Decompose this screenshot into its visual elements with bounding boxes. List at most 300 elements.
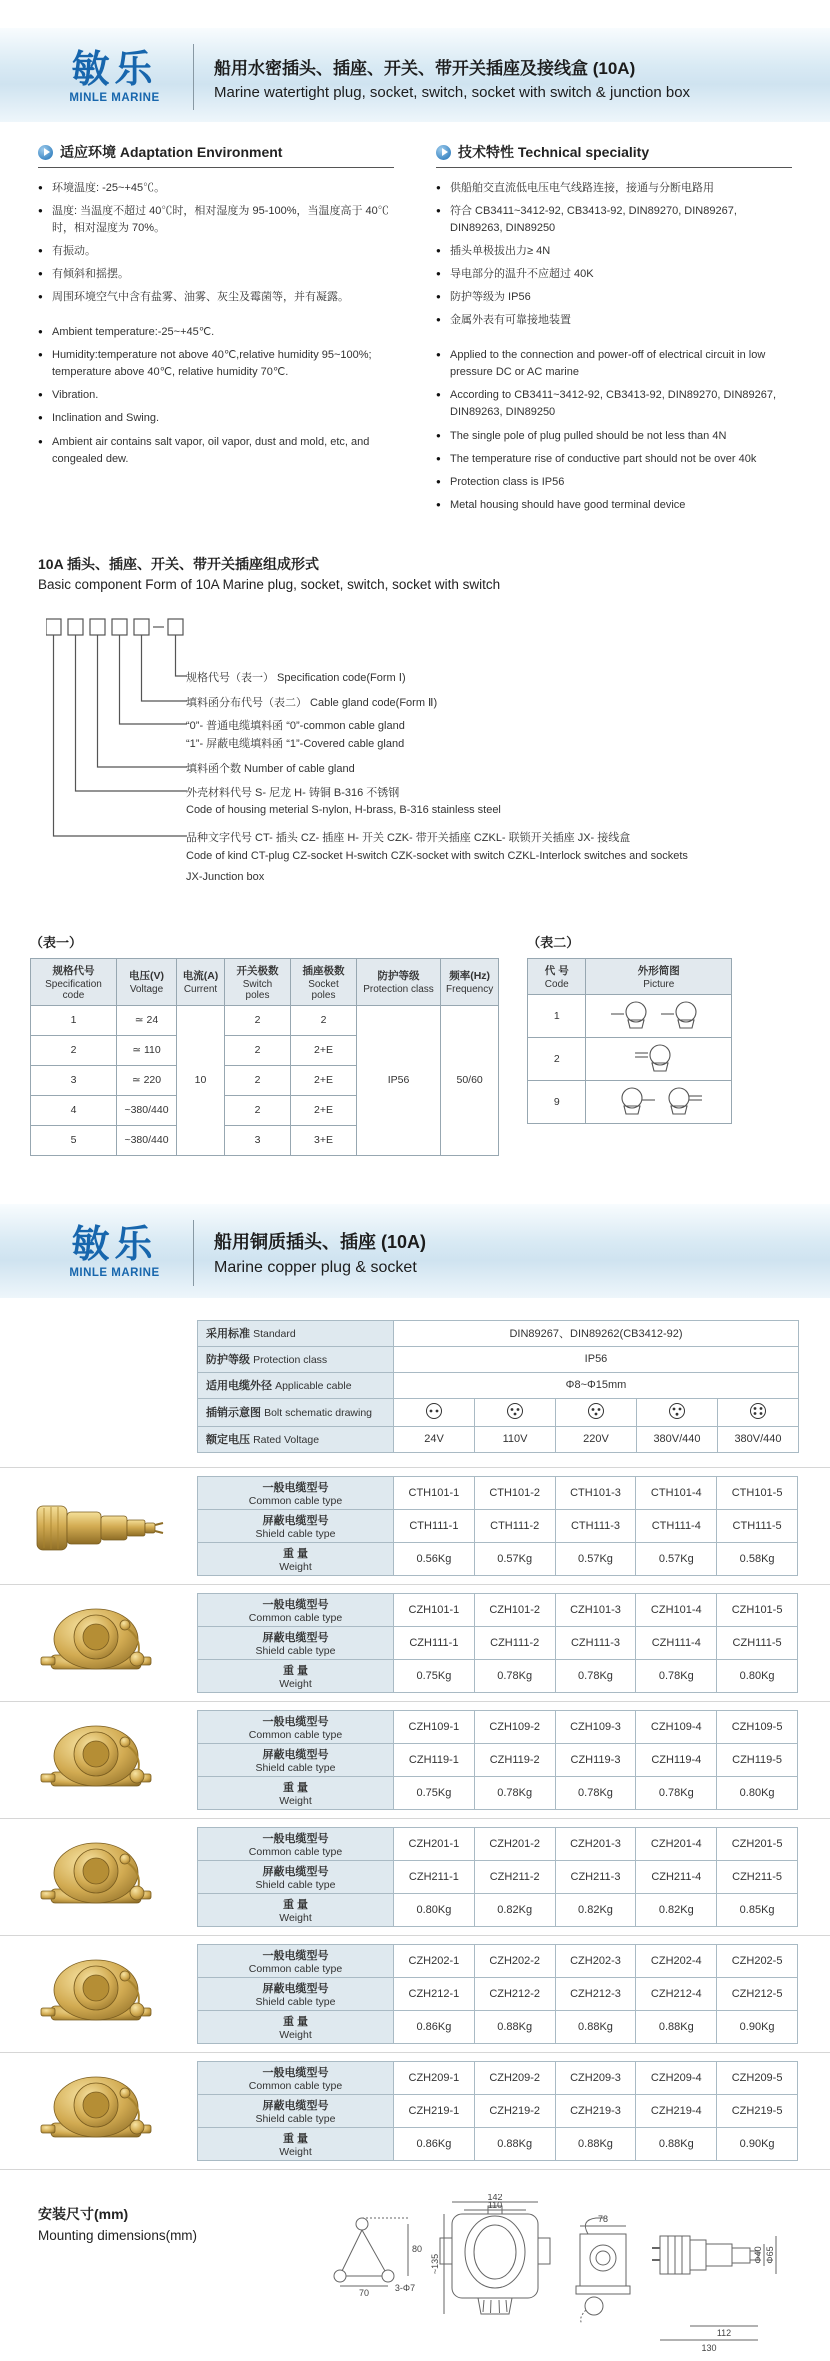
row-label-en: Weight <box>279 2028 312 2041</box>
section-title: 适应环境 Adaptation Environment <box>60 144 283 160</box>
weight-cell: 0.78Kg <box>555 1776 636 1809</box>
model-cell: CZH119-3 <box>555 1743 636 1776</box>
model-cell: CTH111-5 <box>717 1509 798 1542</box>
bullet-item: ● Inclination and Swing. <box>38 410 394 427</box>
dim-label: 3-Φ7 <box>394 2282 416 2293</box>
dim-label: 110 <box>487 2199 503 2210</box>
model-cell: CZH201-3 <box>555 1827 636 1860</box>
form1-wrap <box>30 932 499 1156</box>
row-label-en: Shield cable type <box>255 1995 336 2008</box>
component-form-section <box>0 554 830 906</box>
socket-photo <box>31 1831 166 1923</box>
page-title-cn: 船用水密插头、插座、开关、带开关插座及接线盒 (10A) <box>214 58 636 78</box>
code-label: 填料函分布代号（表二） Cable gland code(Form Ⅱ) <box>186 696 438 709</box>
socket-poles-cell: 2 <box>291 1005 357 1035</box>
spec-code-cell: 4 <box>31 1095 117 1125</box>
bullet-item: ● 金属外表有可靠接地装置 <box>436 312 792 329</box>
component-form-title-cn: 10A 插头、插座、开关、带开关插座组成形式 <box>38 555 320 572</box>
model-cell: CZH211-3 <box>555 1860 636 1893</box>
bullet-item: ● 插头单极拔出力≥ 4N <box>436 243 792 260</box>
table-row <box>198 2061 798 2094</box>
weight-cell: 0.88Kg <box>474 2010 555 2043</box>
table-row <box>198 1542 798 1575</box>
product-row <box>0 2053 830 2170</box>
header-band-2 <box>0 1204 830 1298</box>
model-cell: CZH202-1 <box>394 1944 475 1977</box>
row-label-en: Weight <box>279 1560 312 1573</box>
table-row <box>198 1659 798 1692</box>
voltage-cell: ~380/440 <box>117 1125 177 1155</box>
form-tables <box>0 932 830 1156</box>
col-header: 代 号 <box>544 964 569 977</box>
model-cell: CZH101-5 <box>717 1593 798 1626</box>
brand-logo <box>52 1226 177 1279</box>
spec-value: IP56 <box>394 1346 799 1372</box>
model-cell: CZH211-1 <box>394 1860 475 1893</box>
code-label: Code of kind CT-plug CZ-socket H-switch CZK-socket with switch CZKL-Interlock switches and sockets <box>186 849 688 862</box>
voltage-cell: ≃ 110 <box>117 1035 177 1065</box>
model-cell: CZH111-2 <box>474 1626 555 1659</box>
mounting-drawing <box>212 2194 792 2356</box>
spec-label-cn: 适用电缆外径 <box>206 1380 272 1393</box>
weight-cell: 0.75Kg <box>394 1659 475 1692</box>
section2-title-cn: 船用铜质插头、插座 (10A) <box>214 1232 427 1253</box>
product-row <box>0 1819 830 1936</box>
header-divider <box>193 1220 194 1286</box>
gland-code-cell: 9 <box>528 1080 586 1123</box>
logo-cn-text: 敏乐 <box>71 48 158 91</box>
bullet-item: ● 温度: 当温度不超过 40℃时，相对湿度为 95-100%，当温度高于 40℃时，相对湿度为 70%。 <box>38 203 394 237</box>
row-label-cn: 重 量 <box>282 2132 309 2145</box>
model-cell: CZH211-2 <box>474 1860 555 1893</box>
row-label-en: Shield cable type <box>255 1644 336 1657</box>
table-row <box>198 1977 798 2010</box>
model-cell: CZH111-1 <box>394 1626 475 1659</box>
row-label-cn: 一般电缆型号 <box>262 2066 329 2079</box>
product-row <box>0 1936 830 2053</box>
weight-cell: 0.78Kg <box>555 1659 636 1692</box>
play-icon <box>436 145 451 160</box>
col-header: 插座极数 <box>302 964 345 977</box>
row-label-en: Weight <box>279 1911 312 1924</box>
adaptation-bullets-cn <box>38 180 394 306</box>
technical-bullets-en <box>436 347 792 513</box>
model-cell: CZH109-1 <box>394 1710 475 1743</box>
product-table <box>197 1593 798 1693</box>
table-row <box>198 1626 798 1659</box>
row-label-en: Weight <box>279 2145 312 2158</box>
plug-photo <box>31 1480 166 1572</box>
mounting-dimensions-section <box>0 2180 830 2361</box>
model-cell: CTH101-1 <box>394 1476 475 1509</box>
bullet-item: ● Protection class is IP56 <box>436 474 792 491</box>
socket-poles-cell: 2+E <box>291 1095 357 1125</box>
mounting-title-en: Mounting dimensions(mm) <box>38 2227 198 2243</box>
product-photo <box>0 1948 197 2040</box>
logo-en-text: MINLE MARINE <box>69 91 160 104</box>
pin-diagram-icon <box>668 1402 686 1420</box>
model-cell: CTH111-3 <box>555 1509 636 1542</box>
bullet-item: ● Ambient air contains salt vapor, oil vapor, dust and mold, etc, and congealed dew. <box>38 434 394 468</box>
gland-picture <box>609 999 709 1033</box>
model-cell: CZH209-5 <box>717 2061 798 2094</box>
bullet-item: ● 周围环境空气中含有盐雾、油雾、灰尘及霉菌等，并有凝露。 <box>38 289 394 306</box>
header-divider <box>193 44 194 110</box>
socket-photo <box>31 1597 166 1689</box>
model-cell: CZH219-1 <box>394 2094 475 2127</box>
model-cell: CZH119-2 <box>474 1743 555 1776</box>
model-cell: CZH212-4 <box>636 1977 717 2010</box>
mounting-drawings <box>212 2194 792 2361</box>
table-row <box>198 1743 798 1776</box>
socket-photo <box>31 1948 166 2040</box>
technical-speciality-section <box>436 142 792 520</box>
spec-value: DIN89267、DIN89262(CB3412-92) <box>394 1320 799 1346</box>
model-cell: CTH111-2 <box>474 1509 555 1542</box>
code-label: 填料函个数 Number of cable gland <box>186 762 355 775</box>
bullet-item: ● 防护等级为 IP56 <box>436 289 792 306</box>
col-header: 规格代号 <box>52 964 95 977</box>
code-label: JX-Junction box <box>186 870 265 883</box>
product-table <box>197 1710 798 1810</box>
adaptation-environment-section <box>38 142 394 520</box>
table-row <box>198 1320 799 1346</box>
model-cell: CZH201-5 <box>717 1827 798 1860</box>
row-label-cn: 重 量 <box>282 1664 309 1677</box>
product-table <box>197 2061 798 2161</box>
col-header: 电压(V) <box>129 970 164 983</box>
pin-diagram-icon <box>587 1402 605 1420</box>
weight-cell: 0.82Kg <box>555 1893 636 1926</box>
mounting-title-cn: 安装尺寸(mm) <box>38 2205 129 2222</box>
model-cell: CZH101-2 <box>474 1593 555 1626</box>
spec-label-en: Protection class <box>253 1354 328 1367</box>
product-table <box>197 1476 798 1576</box>
weight-cell: 0.88Kg <box>636 2127 717 2160</box>
row-label-cn: 屏蔽电缆型号 <box>262 1748 329 1761</box>
col-header-en: Switch poles <box>242 978 273 1001</box>
table-row <box>198 2127 798 2160</box>
model-cell: CTH111-4 <box>636 1509 717 1542</box>
frequency-cell: 50/60 <box>441 1005 499 1155</box>
model-cell: CZH209-2 <box>474 2061 555 2094</box>
table-row <box>528 994 732 1037</box>
col-header: 防护等级 <box>377 970 420 983</box>
row-label-en: Common cable type <box>248 1494 343 1507</box>
row-label-cn: 重 量 <box>282 1781 309 1794</box>
dim-label: Φ40 <box>753 2246 763 2264</box>
weight-cell: 0.86Kg <box>394 2010 475 2043</box>
form2-wrap <box>527 932 732 1124</box>
row-label-en: Weight <box>279 1677 312 1690</box>
copper-spec-table <box>197 1320 799 1453</box>
model-cell: CZH109-5 <box>717 1710 798 1743</box>
dim-label: Φ65 <box>765 2246 775 2264</box>
weight-cell: 0.78Kg <box>636 1659 717 1692</box>
model-cell: CZH109-2 <box>474 1710 555 1743</box>
product-photo <box>0 2065 197 2157</box>
model-cell: CZH211-5 <box>717 1860 798 1893</box>
technical-bullets-cn <box>436 180 792 329</box>
header-band-1 <box>0 28 830 122</box>
row-label-en: Shield cable type <box>255 2112 336 2125</box>
socket-poles-cell: 2+E <box>291 1065 357 1095</box>
weight-cell: 0.88Kg <box>474 2127 555 2160</box>
spec-label-en: Standard <box>253 1328 296 1341</box>
model-cell: CZH219-4 <box>636 2094 717 2127</box>
rated-voltage-cell: 380V/440 <box>637 1426 718 1452</box>
model-cell: CZH201-2 <box>474 1827 555 1860</box>
code-label: 品种文字代号 CT- 插头 CZ- 插座 H- 开关 CZK- 带开关插座 CZKL- 联锁开关插座 JX- 接线盒 <box>186 831 631 844</box>
model-cell: CZH211-4 <box>636 1860 717 1893</box>
product-photo <box>0 1480 197 1572</box>
switch-poles-cell: 2 <box>225 1065 291 1095</box>
dim-label: 112 <box>716 2327 732 2338</box>
weight-cell: 0.88Kg <box>555 2010 636 2043</box>
weight-cell: 0.57Kg <box>474 1542 555 1575</box>
model-cell: CZH219-3 <box>555 2094 636 2127</box>
table-row <box>198 1710 798 1743</box>
weight-cell: 0.56Kg <box>394 1542 475 1575</box>
form1-caption: （表一） <box>30 934 83 950</box>
col-header-en: Specification code <box>45 978 102 1001</box>
component-form-title-en: Basic component Form of 10A Marine plug, socket, switch, socket with switch <box>38 576 501 592</box>
model-cell: CZH109-4 <box>636 1710 717 1743</box>
spec-label-en: Applicable cable <box>275 1380 352 1393</box>
model-cell: CZH111-3 <box>555 1626 636 1659</box>
col-header-en: Frequency <box>446 984 494 996</box>
model-cell: CZH202-5 <box>717 1944 798 1977</box>
voltage-cell: ≃ 24 <box>117 1005 177 1035</box>
weight-cell: 0.80Kg <box>394 1893 475 1926</box>
code-label: Code of housing meterial S-nylon, H-brass, B-316 stainless steel <box>186 803 501 816</box>
gland-picture <box>609 1042 709 1076</box>
section-title: 技术特性 Technical speciality <box>458 144 650 160</box>
row-label-cn: 重 量 <box>282 1547 309 1560</box>
dim-label: 80 <box>411 2243 423 2254</box>
product-row <box>0 1468 830 1585</box>
weight-cell: 0.90Kg <box>717 2127 798 2160</box>
current-cell: 10 <box>177 1005 225 1155</box>
row-label-cn: 屏蔽电缆型号 <box>262 1514 329 1527</box>
brand-logo <box>52 48 177 104</box>
row-label-cn: 屏蔽电缆型号 <box>262 2099 329 2112</box>
row-label-en: Shield cable type <box>255 1527 336 1540</box>
row-label-cn: 屏蔽电缆型号 <box>262 1631 329 1644</box>
weight-cell: 0.86Kg <box>394 2127 475 2160</box>
product-list <box>0 1467 830 2170</box>
code-label: “1”- 屏蔽电缆填料函 “1”-Covered cable gland <box>186 737 405 750</box>
table-row <box>198 1776 798 1809</box>
weight-cell: 0.90Kg <box>717 2010 798 2043</box>
model-cell: CZH111-4 <box>636 1626 717 1659</box>
weight-cell: 0.85Kg <box>717 1893 798 1926</box>
protection-cell: IP56 <box>357 1005 441 1155</box>
row-label-cn: 重 量 <box>282 1898 309 1911</box>
row-label-en: Weight <box>279 1794 312 1807</box>
switch-poles-cell: 2 <box>225 1035 291 1065</box>
voltage-cell: ≃ 220 <box>117 1065 177 1095</box>
model-cell: CZH212-2 <box>474 1977 555 2010</box>
row-label-cn: 一般电缆型号 <box>262 1715 329 1728</box>
row-label-en: Common cable type <box>248 1845 343 1858</box>
spec-label-cn: 插销示意图 <box>206 1407 261 1420</box>
col-header-en: Voltage <box>129 984 164 996</box>
rated-voltage-cell: 24V <box>394 1426 475 1452</box>
model-cell: CTH101-2 <box>474 1476 555 1509</box>
voltage-cell: ~380/440 <box>117 1095 177 1125</box>
row-label-cn: 一般电缆型号 <box>262 1949 329 1962</box>
row-label-cn: 屏蔽电缆型号 <box>262 1982 329 1995</box>
model-cell: CZH119-4 <box>636 1743 717 1776</box>
table-row <box>198 1426 799 1452</box>
table-row <box>198 1509 798 1542</box>
spec-label-cn: 采用标准 <box>206 1328 250 1341</box>
col-header-en: Current <box>183 984 218 996</box>
dim-label: 70 <box>358 2287 370 2298</box>
weight-cell: 0.82Kg <box>636 1893 717 1926</box>
weight-cell: 0.78Kg <box>636 1776 717 1809</box>
bullet-item: ● Applied to the connection and power-off of electrical circuit in low pressure DC or AC marine <box>436 347 792 381</box>
model-cell: CZH101-3 <box>555 1593 636 1626</box>
row-label-en: Common cable type <box>248 1728 343 1741</box>
row-label-cn: 屏蔽电缆型号 <box>262 1865 329 1878</box>
model-cell: CZH209-3 <box>555 2061 636 2094</box>
table-row <box>198 1476 798 1509</box>
logo-cn-text: 敏乐 <box>71 1224 158 1267</box>
row-label-en: Shield cable type <box>255 1878 336 1891</box>
bullet-item: ● Ambient temperature:-25~+45℃. <box>38 324 394 341</box>
row-label-cn: 一般电缆型号 <box>262 1598 329 1611</box>
spec-label-cn: 额定电压 <box>206 1434 250 1447</box>
table-row <box>528 1080 732 1123</box>
row-label-en: Common cable type <box>248 2079 343 2092</box>
socket-photo <box>31 2065 166 2157</box>
col-header-en: Socket poles <box>308 978 339 1001</box>
table-row <box>198 1827 798 1860</box>
switch-poles-cell: 2 <box>225 1095 291 1125</box>
bullet-item: ● 导电部分的温升不应超过 40K <box>436 266 792 283</box>
row-label-cn: 重 量 <box>282 2015 309 2028</box>
bullet-item: ● Vibration. <box>38 387 394 404</box>
bullet-item: ● 有倾斜和摇摆。 <box>38 266 394 283</box>
dim-label: ~135 <box>430 2253 440 2274</box>
model-cell: CZH119-1 <box>394 1743 475 1776</box>
model-cell: CZH201-4 <box>636 1827 717 1860</box>
gland-code-table <box>527 958 732 1124</box>
rated-voltage-cell: 220V <box>556 1426 637 1452</box>
spec-label-en: Rated Voltage <box>253 1434 320 1447</box>
col-header: 电流(A) <box>182 970 219 983</box>
row-label-en: Common cable type <box>248 1962 343 1975</box>
play-icon <box>38 145 53 160</box>
col-header: 开关极数 <box>236 964 279 977</box>
table-row <box>198 1346 799 1372</box>
table-row <box>198 1398 799 1426</box>
socket-poles-cell: 3+E <box>291 1125 357 1155</box>
row-label-cn: 一般电缆型号 <box>262 1832 329 1845</box>
product-table <box>197 1944 798 2044</box>
pin-diagram-icon <box>425 1402 443 1420</box>
model-cell: CZH109-3 <box>555 1710 636 1743</box>
product-photo <box>0 1714 197 1806</box>
product-photo <box>0 1597 197 1689</box>
product-photo <box>0 1831 197 1923</box>
weight-cell: 0.82Kg <box>474 1893 555 1926</box>
weight-cell: 0.80Kg <box>717 1659 798 1692</box>
gland-picture <box>609 1085 709 1119</box>
model-cell: CZH101-4 <box>636 1593 717 1626</box>
weight-cell: 0.78Kg <box>474 1659 555 1692</box>
spec-code-cell: 1 <box>31 1005 117 1035</box>
table-row <box>198 2010 798 2043</box>
model-cell: CZH219-5 <box>717 2094 798 2127</box>
weight-cell: 0.88Kg <box>636 2010 717 2043</box>
gland-code-cell: 2 <box>528 1037 586 1080</box>
bullet-item: ● The temperature rise of conductive part should not be over 40k <box>436 451 792 468</box>
model-cell: CTH101-3 <box>555 1476 636 1509</box>
model-cell: CZH212-1 <box>394 1977 475 2010</box>
feature-columns <box>0 142 830 520</box>
spec-label-cn: 防护等级 <box>206 1354 250 1367</box>
logo-en-text: MINLE MARINE <box>69 1267 160 1280</box>
gland-code-cell: 1 <box>528 994 586 1037</box>
product-table <box>197 1827 798 1927</box>
table-row <box>198 1860 798 1893</box>
code-diagram <box>38 614 792 906</box>
model-cell: CZH202-3 <box>555 1944 636 1977</box>
model-cell: CZH209-1 <box>394 2061 475 2094</box>
spec-value: Φ8~Φ15mm <box>394 1372 799 1398</box>
code-diagram-lines <box>46 614 226 854</box>
dim-label: 142 <box>487 2193 503 2202</box>
switch-poles-cell: 3 <box>225 1125 291 1155</box>
product-row <box>0 1702 830 1819</box>
table-row <box>198 2094 798 2127</box>
model-cell: CTH101-5 <box>717 1476 798 1509</box>
model-cell: CZH212-3 <box>555 1977 636 2010</box>
code-label: 外壳材料代号 S- 尼龙 H- 铸铜 B-316 不锈钢 <box>186 786 400 799</box>
socket-photo <box>31 1714 166 1806</box>
form2-caption: （表二） <box>527 934 580 950</box>
col-header: 外形简图 <box>637 964 680 977</box>
table-row <box>528 1037 732 1080</box>
code-label: 规格代号（表一） Specification code(Form Ⅰ) <box>186 671 406 684</box>
weight-cell: 0.57Kg <box>636 1542 717 1575</box>
bullet-item: ● The single pole of plug pulled should be not less than 4N <box>436 428 792 445</box>
table-row <box>198 1944 798 1977</box>
bullet-item: ● 有振动。 <box>38 243 394 260</box>
model-cell: CZH202-2 <box>474 1944 555 1977</box>
bullet-item: ● Humidity:temperature not above 40℃,relative humidity 95~100%; temperature above 40℃, relative humidity 70℃. <box>38 347 394 381</box>
model-cell: CZH202-4 <box>636 1944 717 1977</box>
col-header: 频率(Hz) <box>449 970 491 983</box>
spec-code-cell: 2 <box>31 1035 117 1065</box>
socket-poles-cell: 2+E <box>291 1035 357 1065</box>
model-cell: CTH111-1 <box>394 1509 475 1542</box>
dim-label: 78 <box>597 2213 609 2224</box>
col-header-en: Picture <box>643 978 675 990</box>
model-cell: CZH212-5 <box>717 1977 798 2010</box>
adaptation-bullets-en <box>38 324 394 467</box>
weight-cell: 0.57Kg <box>555 1542 636 1575</box>
bullet-item: ● According to CB3411~3412-92, CB3413-92, DIN89270, DIN89267, DIN89263, DIN89250 <box>436 387 792 421</box>
model-cell: CZH101-1 <box>394 1593 475 1626</box>
col-header-en: Code <box>544 978 569 990</box>
col-header-en: Protection class <box>363 984 434 996</box>
dim-label: 130 <box>701 2342 717 2353</box>
switch-poles-cell: 2 <box>225 1005 291 1035</box>
